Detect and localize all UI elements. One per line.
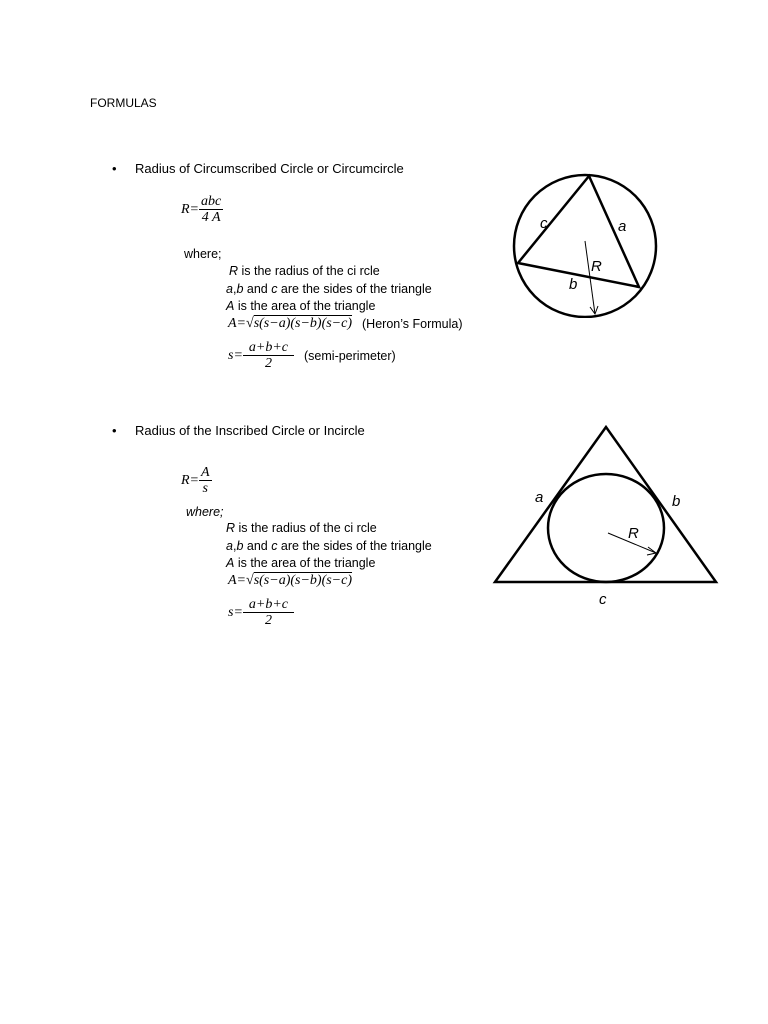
separator: and: [243, 282, 272, 296]
sqrt-symbol: √: [246, 316, 254, 331]
definition-text: is the area of the triangle: [234, 556, 376, 570]
inradius-formula: [181, 465, 212, 496]
inscribed-circle: [548, 474, 664, 582]
formula-denominator: 2: [264, 613, 272, 628]
semi-perimeter-formula: [228, 597, 294, 628]
var-symbol: a: [226, 539, 233, 553]
formula-lhs: A=: [228, 573, 246, 588]
formula-lhs: s=: [228, 604, 243, 620]
page-title: FORMULAS: [90, 96, 157, 110]
separator: and: [243, 539, 272, 553]
var-symbol: b: [236, 539, 244, 553]
definition-line-sides: [226, 539, 432, 553]
label-b: b: [672, 493, 681, 510]
outer-triangle: [495, 427, 716, 582]
var-symbol: a: [226, 282, 233, 296]
separator: ,: [232, 539, 237, 553]
definition-line-area: [226, 556, 375, 570]
label-c: c: [540, 215, 548, 232]
definition-text: are the sides of the triangle: [277, 282, 432, 296]
heron-note: (Heron’s Formula): [362, 317, 463, 331]
label-a: a: [618, 218, 627, 235]
label-r: R: [591, 258, 602, 275]
definition-text: are the sides of the triangle: [277, 539, 432, 553]
formula-numerator: A: [201, 465, 210, 480]
definition-line-area: [226, 299, 375, 313]
definition-line-r: [229, 264, 380, 278]
heron-formula: [228, 316, 463, 332]
sqrt-radicand: s(s−a)(s−b)(s−c): [253, 573, 353, 588]
semi-perimeter-note: (semi-perimeter): [304, 348, 396, 363]
formula-denominator: s: [202, 481, 208, 496]
incircle-heading: Radius of the Inscribed Circle or Incircle: [135, 423, 365, 438]
var-symbol: R: [226, 521, 236, 535]
separator: ,: [232, 282, 237, 296]
formula-numerator: abc: [201, 194, 222, 209]
formula-fraction: [199, 465, 212, 496]
var-symbol: c: [271, 539, 278, 553]
circumcircle-heading: Radius of Circumscribed Circle or Circumcircle: [135, 161, 404, 176]
incircle-diagram: [490, 420, 722, 612]
var-symbol: c: [271, 282, 278, 296]
formula-fraction: [243, 597, 294, 628]
var-symbol: b: [236, 282, 244, 296]
formula-denominator: 4 A: [201, 210, 221, 225]
label-a: a: [535, 489, 544, 506]
var-symbol: A: [226, 299, 235, 313]
where-label: where;: [186, 505, 224, 519]
formula-lhs: R=: [181, 472, 199, 488]
formula-lhs: R=: [181, 201, 199, 217]
definition-text: is the area of the triangle: [234, 299, 376, 313]
circumscribed-circle: [514, 175, 656, 317]
circumradius-formula: [181, 194, 223, 225]
formula-fraction: [199, 194, 223, 225]
bullet-marker: •: [112, 161, 117, 176]
definition-text: is the radius of the ci rcle: [238, 264, 380, 278]
formula-fraction: [243, 340, 294, 371]
formula-lhs: s=: [228, 347, 243, 363]
heron-formula: [228, 573, 352, 589]
formula-numerator: a+b+c: [243, 340, 294, 356]
label-c: c: [599, 591, 607, 608]
var-symbol: A: [226, 556, 235, 570]
label-b: b: [569, 276, 578, 293]
where-label: where;: [184, 247, 222, 261]
circumcircle-diagram: [505, 168, 665, 318]
formula-numerator: a+b+c: [243, 597, 294, 613]
semi-perimeter-formula: [228, 340, 396, 371]
formula-lhs: A=: [228, 316, 246, 331]
label-r: R: [628, 525, 639, 542]
sqrt-radicand: s(s−a)(s−b)(s−c): [253, 316, 353, 331]
definition-line-sides: [226, 282, 432, 296]
definition-line-r: [226, 521, 377, 535]
definition-text: is the radius of the ci rcle: [235, 521, 377, 535]
bullet-marker: •: [112, 423, 117, 438]
formula-denominator: 2: [264, 356, 272, 371]
sqrt-symbol: √: [246, 573, 254, 588]
var-symbol: R: [229, 264, 239, 278]
